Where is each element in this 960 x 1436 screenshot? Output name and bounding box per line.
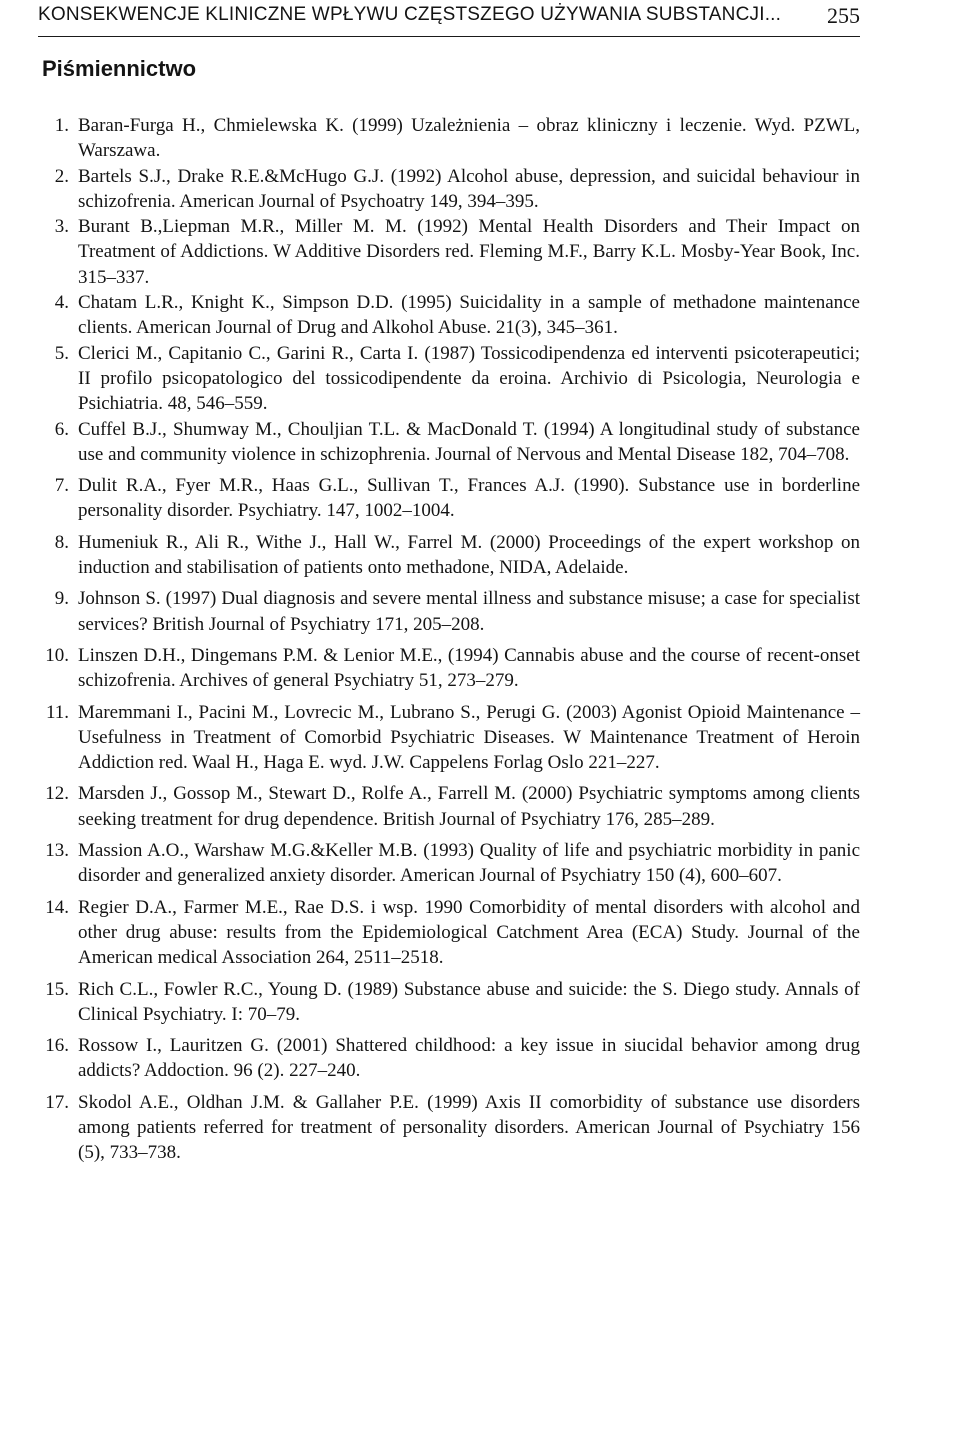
reference-item (40, 586, 860, 637)
reference-item (40, 473, 860, 524)
reference-item (40, 341, 860, 417)
reference-number: 5. (54, 342, 69, 364)
reference-number: 7. (54, 475, 69, 497)
reference-text: Bartels S.J., Drake R.E.&McHugo G.J. (1992) Alcohol abuse, depression, and suicidal behaviour in schizofrenia. American Journal of Psychoatry 149, 394–395. (78, 165, 860, 212)
reference-item (40, 838, 860, 889)
section-title: Piśmiennictwo (42, 56, 197, 81)
reference-text: Rich C.L., Fowler R.C., Young D. (1989) Substance abuse and suicide: the S. Diego study. Annals of Clinical Psychiatry. I: 70–79. (78, 978, 860, 1025)
reference-number: 4. (54, 292, 69, 314)
reference-number: 14. (45, 896, 69, 918)
reference-number: 12. (45, 783, 69, 805)
reference-item (40, 1090, 860, 1166)
reference-item (40, 1033, 860, 1084)
reference-number: 2. (54, 165, 69, 187)
reference-text: Marsden J., Gossop M., Stewart D., Rolfe A., Farrell M. (2000) Psychiatric symptoms among clients seeking treatment for drug dependence. British Journal of Psychiatry 176, 285–289. (78, 783, 860, 830)
reference-text: Baran-Furga H., Chmielewska K. (1999) Uzależnienia – obraz kliniczny i leczenie. Wyd. PZWL, Warszawa. (78, 115, 860, 162)
reference-item (40, 643, 860, 694)
reference-text: Johnson S. (1997) Dual diagnosis and severe mental illness and substance misuse; a case for specialist services? British Journal of Psychiatry 171, 205–208. (78, 588, 860, 635)
reference-text: Humeniuk R., Ali R., Withe J., Hall W., Farrel M. (2000) Proceedings of the expert workshop on induction and stabilisation of patients onto methadone, NIDA, Adelaide. (78, 531, 860, 579)
reference-text: Linszen D.H., Dingemans P.M. & Lenior M.E., (1994) Cannabis abuse and the course of recent-onset schizofrenia. Archives of general Psychiatry 51, 273–279. (78, 644, 860, 692)
reference-number: 6. (54, 418, 69, 440)
running-title: KONSEKWENCJE KLINICZNE WPŁYWU CZĘSTSZEGO UŻYWANIA SUBSTANCJI... (38, 4, 782, 25)
reference-number: 8. (54, 531, 69, 553)
reference-number: 11. (45, 701, 69, 723)
reference-item (40, 290, 860, 341)
reference-number: 17. (45, 1091, 69, 1113)
reference-text: Massion A.O., Warshaw M.G.&Keller M.B. (1993) Quality of life and psychiatric morbidity in panic disorder and generalized anxiety disorder. American Journal of Psychiatry 150 (4), 600–607. (78, 840, 860, 887)
reference-text: Chatam L.R., Knight K., Simpson D.D. (1995) Suicidality in a sample of methadone maintenance clients. American Journal of Drug and Alkohol Abuse. 21(3), 345–361. (78, 292, 860, 339)
reference-list (40, 113, 860, 1166)
running-header (38, 4, 860, 37)
reference-text: Dulit R.A., Fyer M.R., Haas G.L., Sullivan T., Frances A.J. (1990). Substance use in borderline personality disorder. Psychiatry. 147, 1002–1004. (78, 475, 860, 522)
reference-text: Rossow I., Lauritzen G. (2001) Shattered childhood: a key issue in siucidal behavior among drug addicts? Addoction. 96 (2). 227–240. (78, 1035, 860, 1082)
reference-number: 13. (45, 840, 69, 862)
reference-text: Clerici M., Capitanio C., Garini R., Carta I. (1987) Tossicodipendenza ed interventi psicoterapeutici; II profilo psicopatologico del tossicodipendente da eroina. Archivio di Psicologia, Neurologia e Psichiatria. 48, 546–559. (78, 342, 860, 415)
reference-item (40, 977, 860, 1028)
reference-item (40, 113, 860, 164)
reference-item (40, 781, 860, 832)
reference-text: Cuffel B.J., Shumway M., Chouljian T.L. & MacDonald T. (1994) A longitudinal study of substance use and community violence in schizophrenia. Journal of Nervous and Mental Disease 182, 704–708. (78, 418, 860, 465)
reference-item (40, 895, 860, 971)
reference-item (40, 530, 860, 581)
reference-number: 1. (54, 115, 69, 136)
page-number: 255 (827, 3, 860, 28)
reference-text: Skodol A.E., Oldhan J.M. & Gallaher P.E. (1999) Axis II comorbidity of substance use disorders among patients referred for treatment of personality disorders. American Journal of Psychiatry 156 (5), 733–738. (78, 1091, 860, 1164)
reference-text: Regier D.A., Farmer M.E., Rae D.S. i wsp. 1990 Comorbidity of mental disorders with alcohol and other drug abuse: results from the Epidemiological Catchment Area (ECA) Study. Journal of the American medical Association 264, 2511–2518. (78, 896, 860, 969)
reference-text: Burant B.,Liepman M.R., Miller M. M. (1992) Mental Health Disorders and Their Impact on Treatment of Addictions. W Additive Disorders red. Fleming M.F., Barry K.L. Mosby-Year Book, Inc. 315–337. (78, 216, 860, 288)
reference-number: 16. (45, 1035, 69, 1057)
reference-number: 3. (54, 216, 69, 238)
reference-number: 15. (45, 978, 69, 1000)
reference-item (40, 700, 860, 776)
reference-number: 9. (54, 588, 69, 610)
reference-item (40, 214, 860, 290)
reference-text: Maremmani I., Pacini M., Lovrecic M., Lubrano S., Perugi G. (2003) Agonist Opioid Maintenance –Usefulness in Treatment of Comorbid Psychiatric Diseases. W Maintenance Treatment of Heroin Addiction red. Waal H., Haga E. wyd. J.W. Cappelens Forlag Oslo 221–227. (78, 701, 860, 774)
reference-number: 10. (45, 644, 69, 666)
reference-item (40, 164, 860, 215)
reference-item (40, 417, 860, 468)
